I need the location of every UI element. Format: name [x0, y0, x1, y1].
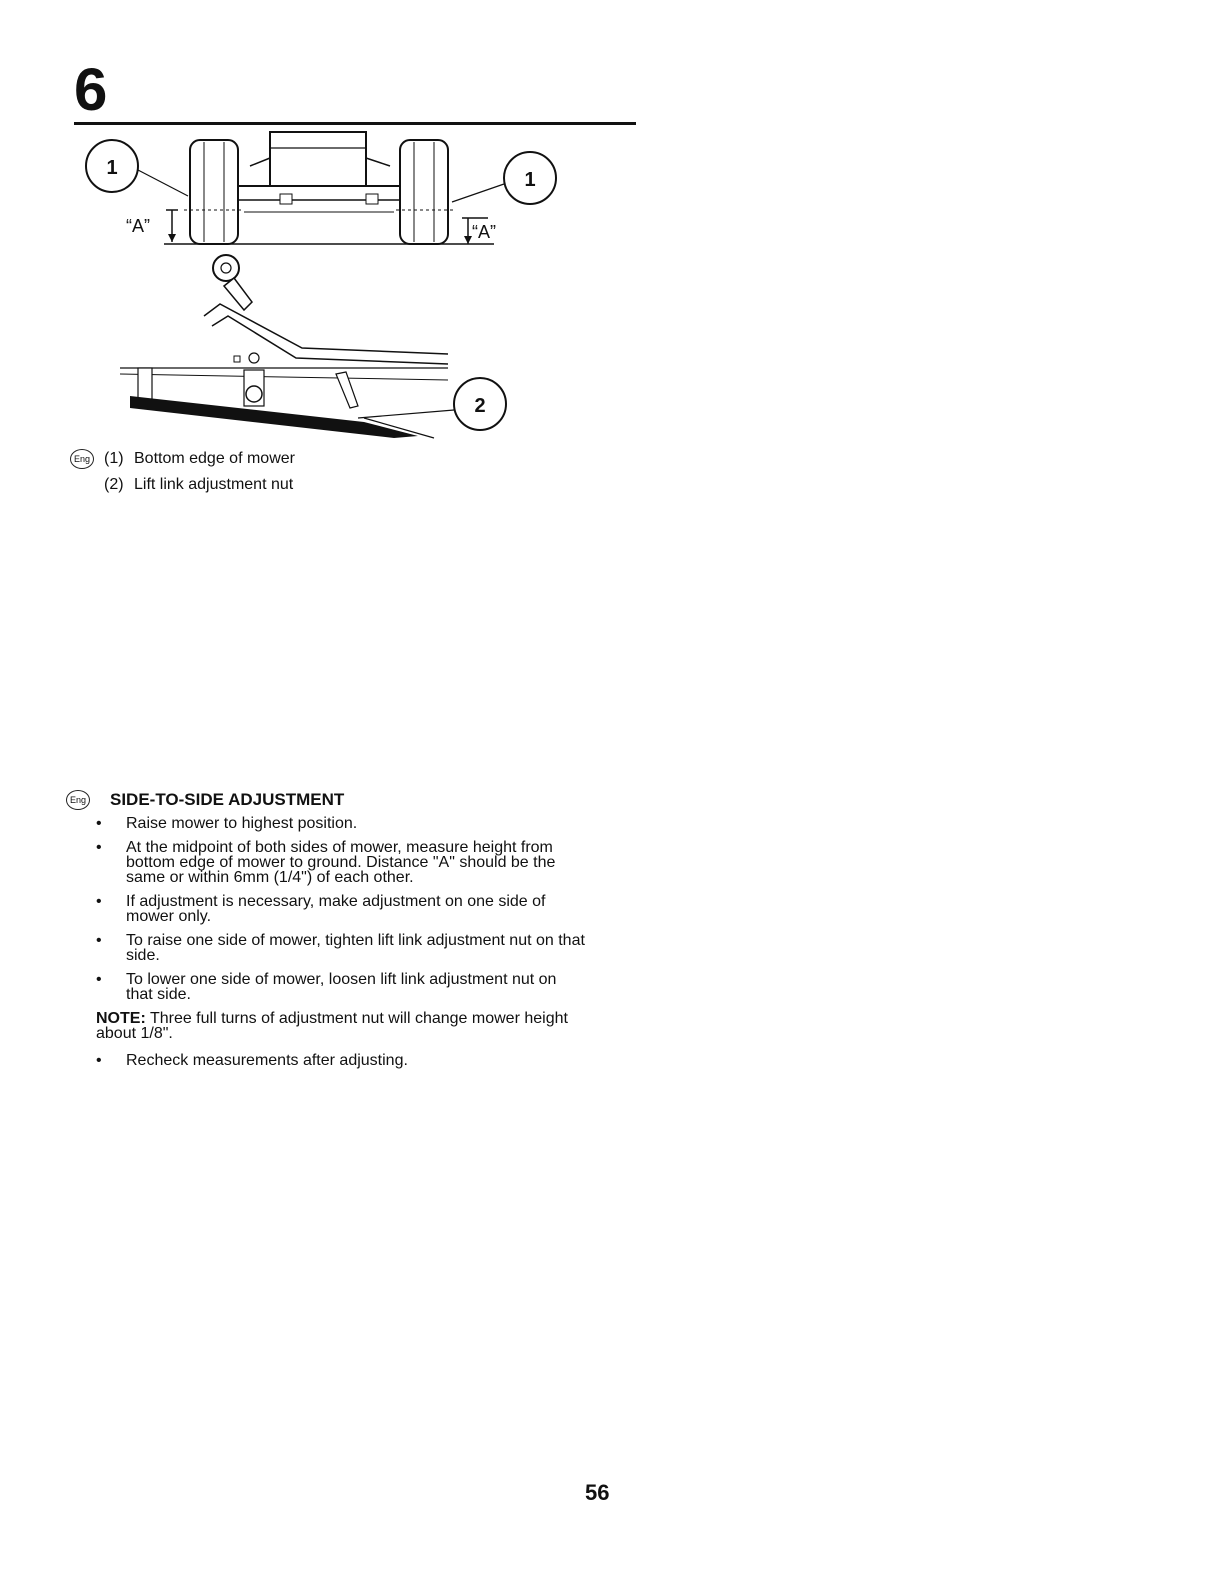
instruction-list — [66, 816, 586, 1002]
section-heading — [66, 790, 586, 810]
legend-item — [70, 446, 295, 472]
section-heading-text: SIDE-TO-SIDE ADJUSTMENT — [110, 790, 345, 809]
instruction-item: • At the midpoint of both sides of mower, measure height from bottom edge of mower to ground. Distance "A" should be the same or within 6mm (1/4") of each other. — [66, 840, 586, 885]
english-language-icon: Eng — [70, 449, 94, 469]
left-wheel — [190, 140, 238, 244]
dimension-a-left-label: “A” — [126, 216, 150, 236]
instruction-item: • Raise mower to highest position. — [66, 816, 586, 831]
legend-item-text: Lift link adjustment nut — [134, 476, 294, 493]
dimension-a-left — [126, 210, 178, 242]
callout-1-right — [452, 152, 556, 204]
mower-deck-figure — [74, 126, 574, 446]
callout-2-label: 2 — [474, 395, 486, 417]
section-number: 6 — [74, 56, 107, 123]
legend-item-number: (2) — [104, 476, 124, 493]
english-language-icon: Eng — [66, 790, 90, 810]
figure-legend — [70, 446, 295, 498]
instruction-item: • Recheck measurements after adjusting. — [66, 1053, 586, 1068]
detail-pin-icon — [213, 255, 239, 281]
callout-1-left-label: 1 — [106, 157, 118, 179]
engine-block — [250, 132, 390, 186]
dimension-a-right — [462, 218, 496, 244]
callout-1-right-label: 1 — [524, 169, 536, 191]
page-number: 56 — [585, 1480, 610, 1505]
legend-item-number: (1) — [104, 450, 124, 467]
dimension-a-right-label: “A” — [472, 222, 496, 242]
instruction-item: • To lower one side of mower, loosen lift link adjustment nut on that side. — [66, 972, 586, 1002]
axle-linkage — [238, 186, 400, 212]
instruction-item: • If adjustment is necessary, make adjustment on one side of mower only. — [66, 894, 586, 924]
section-divider — [74, 122, 636, 125]
callout-1-left — [86, 140, 188, 196]
note-label: NOTE: — [96, 1010, 146, 1027]
note-text: Three full turns of adjustment nut will change mower height about 1/8". — [96, 1010, 568, 1042]
legend-item — [70, 472, 295, 498]
side-to-side-adjustment-section — [66, 790, 586, 1077]
right-wheel — [400, 140, 448, 244]
instruction-item: • To raise one side of mower, tighten lift link adjustment nut on that side. — [66, 933, 586, 963]
legend-item-text: Bottom edge of mower — [134, 450, 295, 467]
note — [66, 1011, 586, 1041]
instruction-list-final — [66, 1053, 586, 1068]
